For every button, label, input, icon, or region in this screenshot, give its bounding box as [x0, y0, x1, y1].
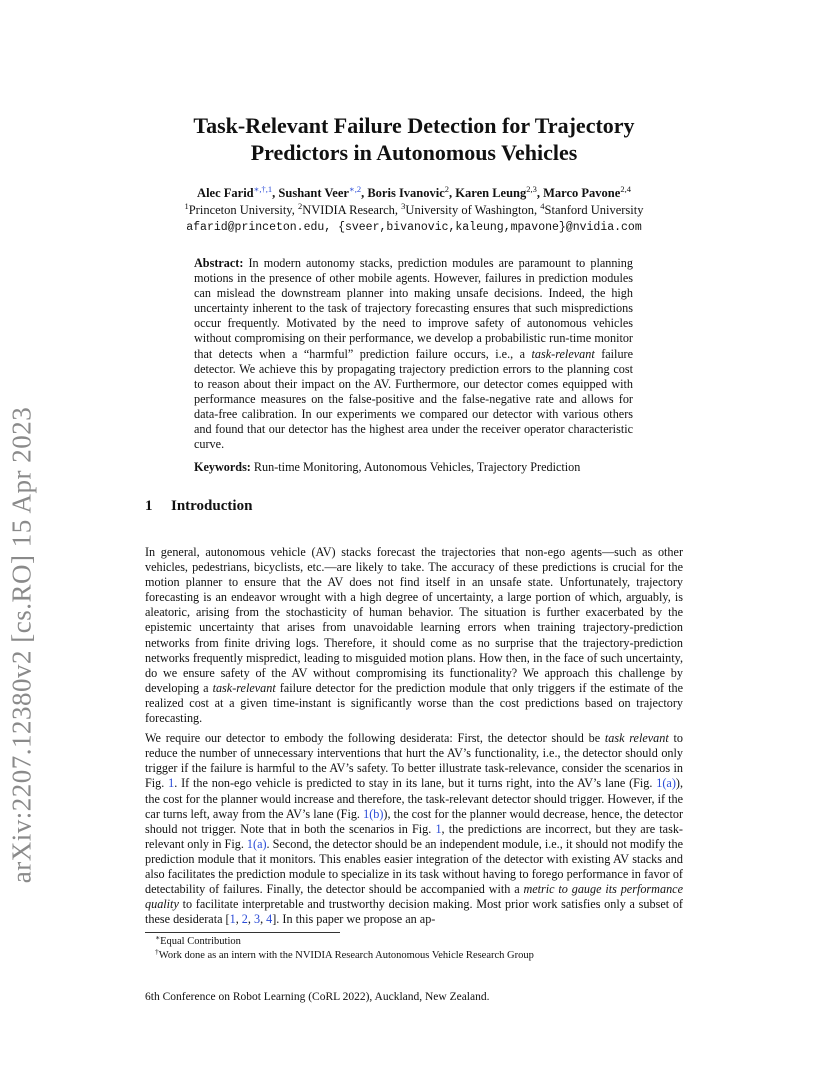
affiliation: Stanford University [544, 203, 644, 217]
author-block [145, 185, 683, 236]
citation-link[interactable]: 4 [266, 912, 273, 927]
paper-title [145, 112, 683, 166]
abstract-text: In modern autonomy stacks, prediction modules are paramount to planning motions in the presence of other mobile agents. However, failures in prediction modules can mislead the downstream planner into making unsafe decisions. Indeed, the high uncertainty inherent to the task of trajectory forecasting ensures that such mispredictions occur frequently. Motivated by the need to improve safety of autonomous vehicles without compromising on their performance, we develop a probabilistic run-time monitor that detects when a “harmful” prediction failure occurs, i.e., a [194, 256, 633, 361]
figure-link[interactable]: 1(a) [246, 836, 267, 851]
abstract [194, 256, 633, 452]
footnote-divider [145, 932, 340, 933]
footnote: †Work done as an intern with the NVIDIA Research Autonomous Vehicle Research Group [155, 947, 534, 961]
abstract-emphasis: task-relevant [531, 346, 595, 361]
section-title: Introduction [171, 498, 253, 514]
citation-link[interactable]: 3 [253, 912, 261, 927]
figure-link[interactable]: 1 [435, 821, 442, 836]
title-line-2: Predictors in Autonomous Vehicles [250, 140, 578, 165]
figure-link[interactable]: 1 [168, 776, 175, 791]
figure-link[interactable]: 1(b) [363, 806, 384, 821]
author-names: Alec Farid$^{∗,\dagger,1}$, Sushant Veer$^{∗,2}$, Boris Ivanovic$^2$, Karen Leung$^{2,3}$, Marco Pavone$^{2,4}$ [197, 184, 631, 200]
arxiv-stamp-text: arXiv:2207.12380v2 [cs.RO] 15 Apr 2023 [6, 406, 37, 884]
author-name: Alec Farid [197, 186, 254, 200]
citation-link[interactable]: 1 [229, 912, 236, 927]
author-affiliation-mark: 2,3 [526, 184, 537, 194]
keywords [194, 460, 633, 475]
author-affiliation-mark: ∗,2 [348, 184, 362, 194]
author-emails: afarid@princeton.edu, {sveer,bivanovic,kaleung,mpavone}@nvidia.com [186, 221, 642, 234]
author-affiliation-mark: ∗,†,1 [253, 184, 273, 194]
section-heading [145, 496, 683, 516]
author-name: Boris Ivanovic [367, 186, 445, 200]
affiliation: University of Washington, [405, 203, 541, 217]
affiliation: Princeton University, [188, 203, 298, 217]
paragraph: We require our detector to embody the following desiderata: First, the detector should be task relevant to reduce the number of unnecessary interventions that hurt the AV’s functionality, i.e., the detector should only trigger if the failure is harmful to the AV’s safety. To better illustrate task-relevance, consider the scenarios in Fig. 1. If the non-ego vehicle is predicted to stay in its lane, but it turns right, into the AV’s lane (Fig. 1(a)), the cost for the planner would increase and therefore, the task-relevant detector should trigger. However, if the car turns left, away from the AV’s lane (Fig. 1(b)), the cost for the planner would decrease, hence, the detector should not trigger. Note that in both the scenarios in Fig. 1, the predictions are incorrect, but they are task-relevant only in Fig. 1(a). Second, the detector should be an independent module, i.e., it should not modify the prediction module that it monitors. This enables easier integration of the detector with existing AV stacks and also facilitates the prediction module to specialize in its task without having to forego performance in favor of detectability of failures. Finally, the detector should be accompanied with a metric to gauge its performance quality to facilitate interpretable and trustworthy decision making. Most prior work satisfies only a subset of these desiderata [1, 2, 3, 4]. In this paper we propose an ap- [145, 731, 683, 927]
author-affiliation-mark: 2,4 [620, 184, 631, 194]
abstract-label: Abstract: [194, 256, 244, 270]
author-affiliations: $^1$Princeton University, $^2$NVIDIA Research, $^3$University of Washington, $^4$Stanford University [184, 201, 644, 217]
keywords-text: Run-time Monitoring, Autonomous Vehicles, Trajectory Prediction [250, 460, 581, 474]
introduction-body [145, 545, 683, 932]
affiliation: NVIDIA Research, [302, 203, 402, 217]
author-name: Sushant Veer [278, 186, 349, 200]
figure-link[interactable]: 1(a) [656, 776, 676, 791]
footnote: ∗Equal Contribution [155, 933, 241, 947]
keywords-label: Keywords: [194, 460, 251, 474]
author-affiliation-mark: 2 [444, 184, 450, 194]
author-name: Karen Leung [455, 186, 527, 200]
author-name: Marco Pavone [543, 186, 621, 200]
footnotes [155, 935, 683, 963]
paragraph: In general, autonomous vehicle (AV) stacks forecast the trajectories that non-ego agents—such as other vehicles, pedestrians, bicyclists, etc.—are likely to take. The accuracy of these predictions is crucial for the motion planner to ensure that the AV does not find itself in an unsafe state. Unfortunately, trajectory forecasting is an endeavor wrought with a high degree of uncertainty, a large portion of which, arguably, is aleatoric, arising from the stochasticity of human behavior. The situation is further exacerbated by the epistemic uncertainty that arises from unavoidable learning errors when training trajectory-prediction networks from finite driving logs. Therefore, it should come as no surprise that the trajectory-prediction networks frequently mispredict, leading to misguided motion plans. How then, in the face of such uncertainty, do we ensure safety of the AV without compromising its functionality? We approach this challenge by developing a task-relevant failure detector for the prediction module that only triggers if the estimate of the realized cost at a given time-instant is significantly worse than the cost predictions based on trajectory forecasting. [145, 545, 683, 726]
venue-line: 6th Conference on Robot Learning (CoRL 2022), Auckland, New Zealand. [145, 991, 490, 1003]
section-number: 1 [145, 498, 153, 514]
abstract-text: failure detector. We achieve this by propagating trajectory prediction errors to the planning cost to reason about their impact on the AV. Furthermore, our detector comes equipped with performance measures on the false-positive and the false-negative rate and allows for data-free calibration. In our experiments we compared our detector with various others and found that our detector has the highest area under the receiver operator characteristic curve. [194, 346, 634, 452]
title-line-1: Task-Relevant Failure Detection for Trajectory [193, 113, 635, 138]
citation-link[interactable]: 2 [241, 912, 248, 927]
